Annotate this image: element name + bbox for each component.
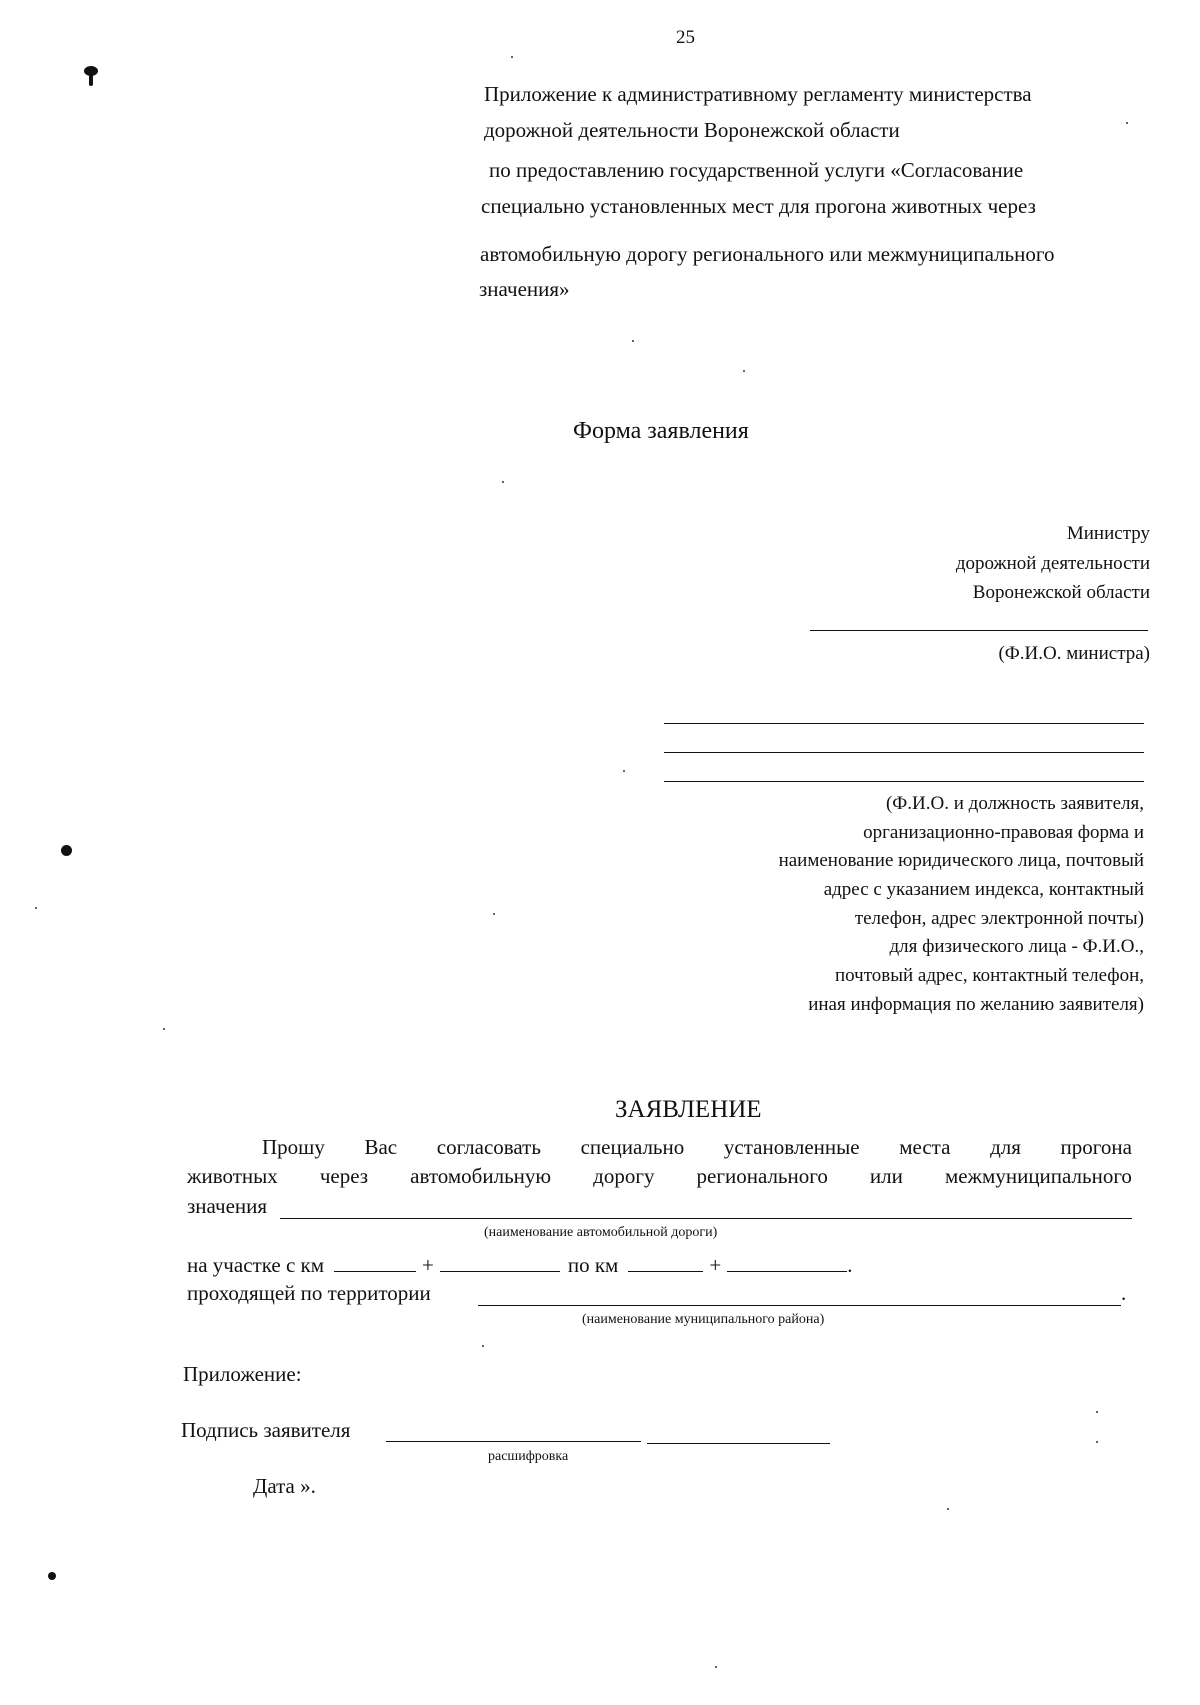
body-word: места [899,1135,951,1159]
km-from-field [334,1253,416,1272]
scan-dot [482,1345,484,1347]
addressee-line: Министру [1066,523,1150,544]
applicant-caption-line: для физического лица - Ф.И.О., [889,936,1144,957]
body-word: специально [580,1135,685,1159]
plus-sign: + [422,1253,434,1277]
appendix-line: Приложение к административному регламенту министерства [484,82,1032,106]
date-label: Дата ». [253,1474,316,1498]
scan-dot [715,1666,717,1668]
minister-fio-line [810,630,1148,631]
scan-blot [48,1572,56,1580]
scan-dot [493,913,495,915]
scan-dot [502,481,504,483]
statement-heading: ЗАЯВЛЕНИЕ [615,1096,762,1123]
applicant-caption-line: наименование юридического лица, почтовый [778,850,1144,871]
m-to-field [727,1253,847,1272]
body-word: Вас [364,1135,398,1159]
scan-blot [89,74,93,86]
body-word: автомобильную [410,1164,552,1188]
applicant-line [664,752,1144,753]
appendix-line: специально установленных мест для прогона животных через [481,194,1036,218]
territory-label: проходящей по территории [187,1281,431,1305]
scan-blot [61,845,72,856]
body-word: животных [187,1164,278,1188]
scan-dot [1126,122,1128,124]
scan-dot [511,56,513,58]
body-line-1 [262,1137,1132,1158]
scan-dot [35,907,37,909]
applicant-caption-line: адрес с указанием индекса, контактный [823,879,1144,900]
scan-dot [947,1508,949,1510]
scan-dot [623,770,625,772]
section-to-label: по км [567,1253,619,1277]
section-from-label: на участке с км [187,1253,325,1277]
scan-dot [1096,1411,1098,1413]
body-word: установленные [723,1135,860,1159]
road-name-caption: (наименование автомобильной дороги) [484,1225,718,1240]
scan-dot [632,340,634,342]
plus-sign: + [709,1253,722,1277]
body-word: или [869,1164,903,1188]
body-word: Прошу [262,1135,325,1159]
km-to-field [628,1253,703,1272]
page-number: 25 [676,27,695,48]
territory-period: . [1121,1281,1127,1305]
appendix-line: значения» [479,277,570,301]
signature-decode-field-line [647,1443,830,1444]
body-word: согласовать [436,1135,541,1159]
applicant-line [664,723,1144,724]
applicant-line [664,781,1144,782]
body-word: межмуниципального [944,1164,1132,1188]
minister-fio-caption: (Ф.И.О. министра) [998,643,1150,664]
scan-dot [163,1028,165,1030]
appendix-line: дорожной деятельности Воронежской области [484,118,900,142]
signature-label: Подпись заявителя [181,1418,351,1442]
section-period: . [847,1253,853,1277]
body-line-2 [187,1166,1132,1187]
applicant-caption-line: телефон, адрес электронной почты) [854,908,1144,929]
applicant-caption-line: почтовый адрес, контактный телефон, [834,965,1144,986]
road-name-field-line [280,1218,1132,1219]
addressee-line: дорожной деятельности [955,553,1150,574]
scan-dot [743,370,745,372]
attachment-label: Приложение: [183,1362,302,1386]
body-word: через [319,1164,369,1188]
body-word: прогона [1060,1135,1132,1159]
form-title: Форма заявления [573,418,749,444]
section-row [187,1253,852,1276]
body-line-3-label: значения [187,1194,268,1218]
body-word: дорогу [593,1164,655,1188]
district-field-line [478,1305,1121,1306]
addressee-line: Воронежской области [972,582,1150,603]
signature-caption: расшифровка [488,1449,569,1464]
appendix-line: по предоставлению государственной услуги «Согласование [489,158,1024,182]
body-word: регионального [696,1164,828,1188]
scan-dot [1096,1441,1098,1443]
signature-field-line [386,1441,641,1442]
appendix-line: автомобильную дорогу регионального или межмуниципального [480,242,1055,266]
body-word: для [990,1135,1021,1159]
district-caption: (наименование муниципального района) [582,1312,825,1327]
m-from-field [440,1253,560,1272]
applicant-caption-line: организационно-правовая форма и [863,822,1144,843]
applicant-caption-line: иная информация по желанию заявителя) [808,994,1144,1015]
applicant-caption-line: (Ф.И.О. и должность заявителя, [885,793,1144,814]
